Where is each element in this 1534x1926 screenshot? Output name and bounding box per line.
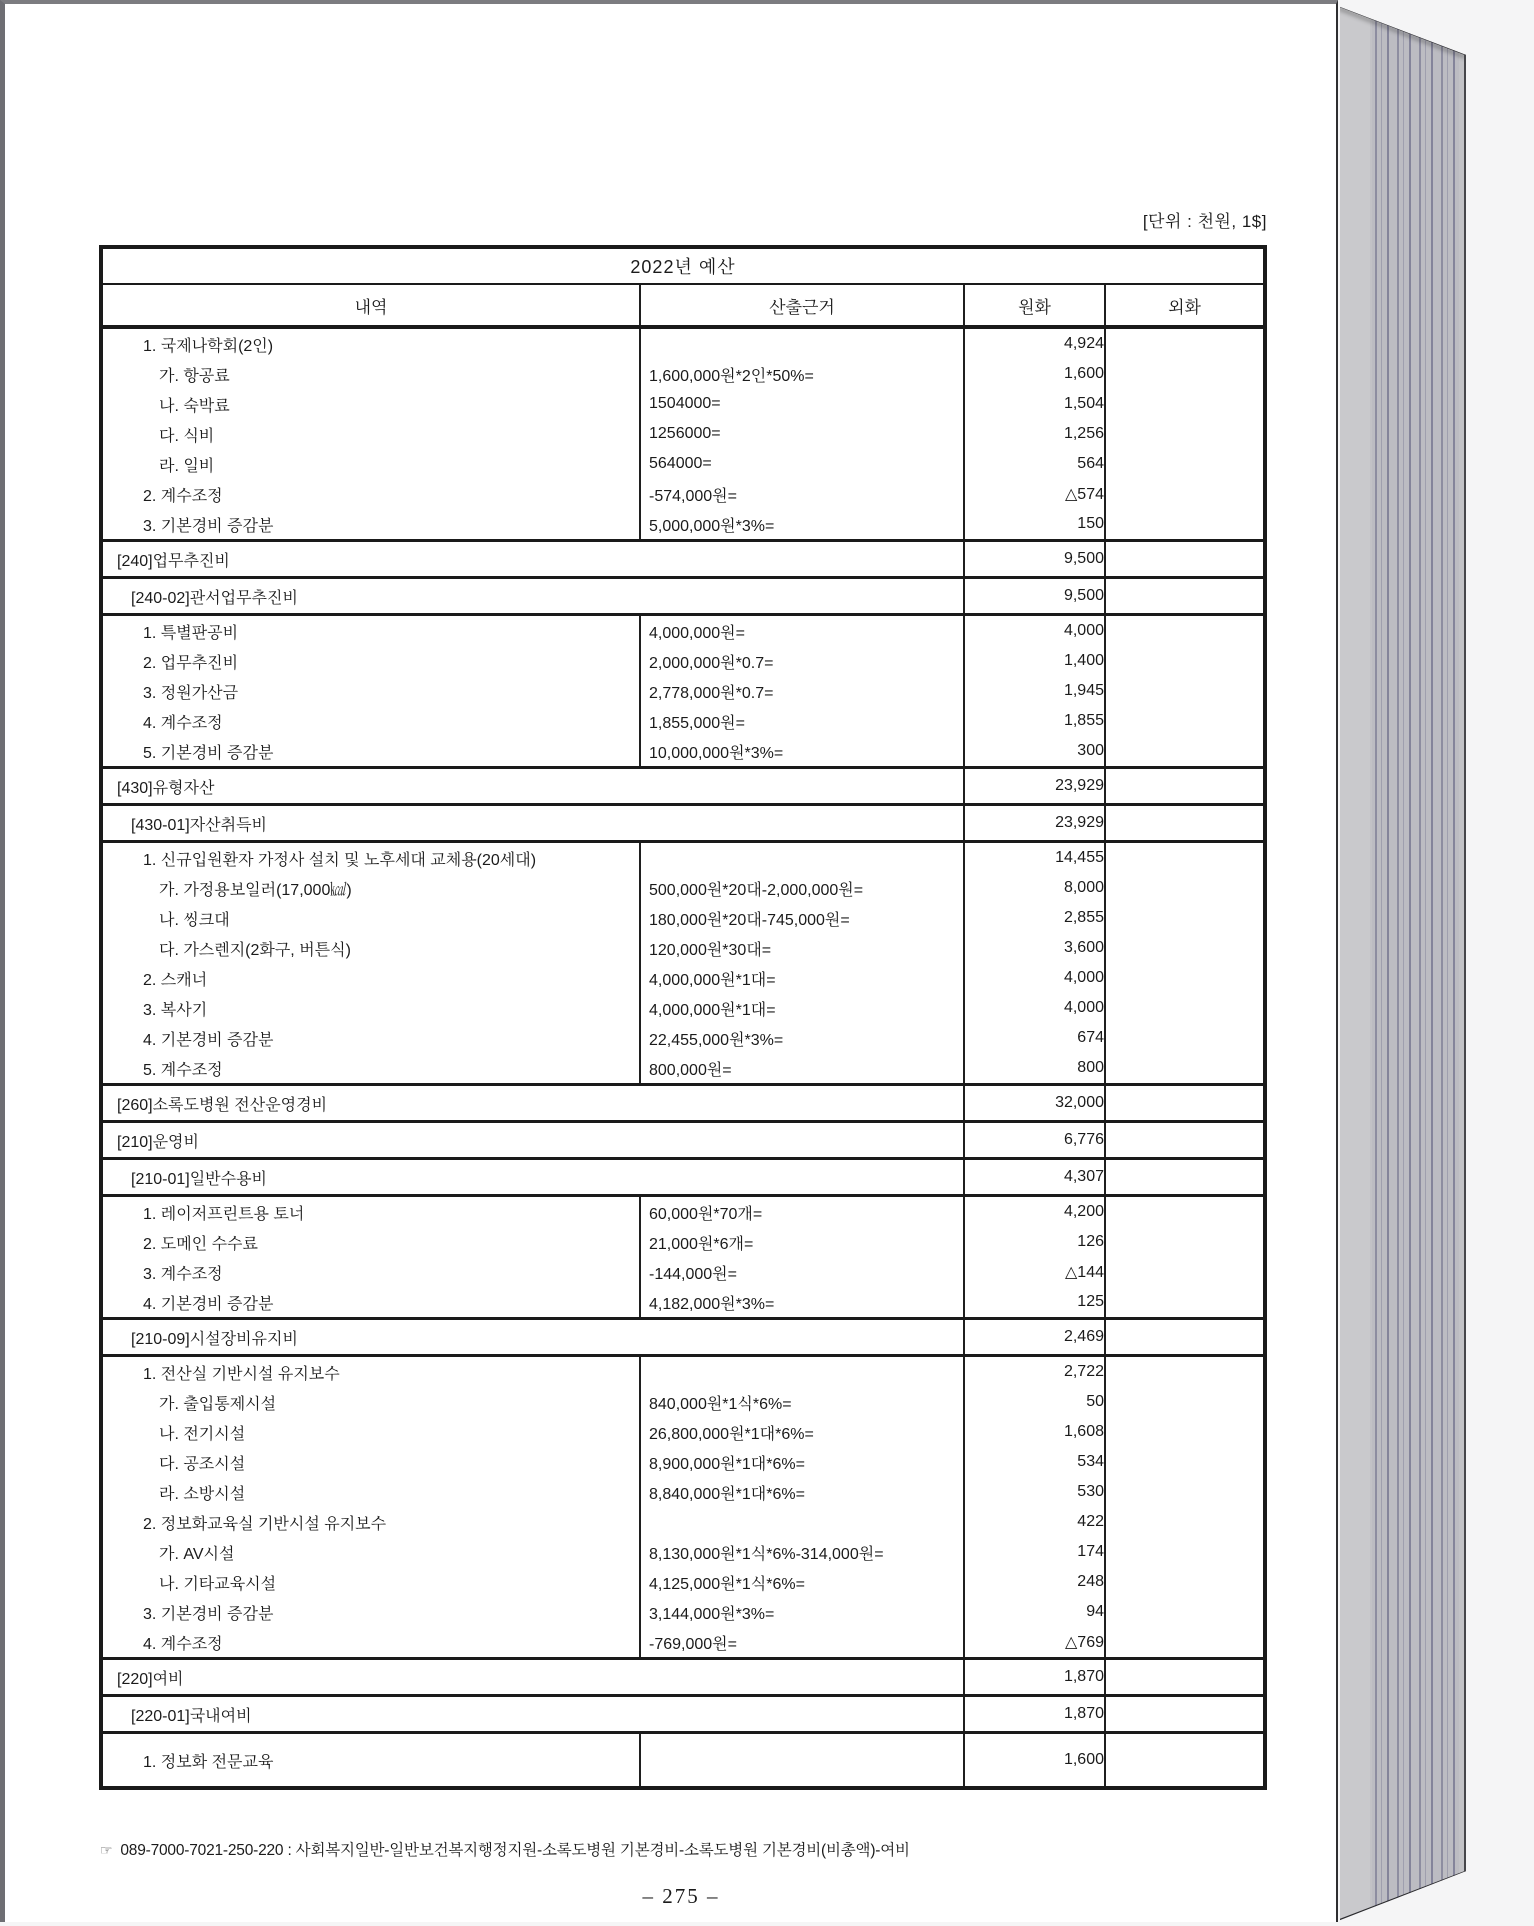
row-basis-cell: 180,000원*20대-745,000원=: [640, 903, 964, 933]
row-fx-cell: [1105, 706, 1265, 736]
row-krw-cell: 4,307: [964, 1159, 1105, 1196]
row-krw-cell: 564: [964, 449, 1105, 479]
row-fx-cell: [1105, 736, 1265, 768]
row-krw-cell: 1,608: [964, 1417, 1105, 1447]
row-basis-cell: 840,000원*1식*6%=: [640, 1387, 964, 1417]
table-row: [101, 541, 1265, 578]
row-fx-cell: [1105, 933, 1265, 963]
row-fx-cell: [1105, 419, 1265, 449]
row-fx-cell: [1105, 359, 1265, 389]
row-label-cell: 가. AV시설: [159, 1545, 235, 1563]
row-label-cell: [210-09]시설장비유지비: [101, 1319, 964, 1356]
row-fx-cell: [1105, 903, 1265, 933]
row-label-cell: 4. 계수조정: [143, 714, 223, 732]
row-basis-cell: 3,144,000원*3%=: [640, 1597, 964, 1627]
table-header-row: [101, 284, 1265, 327]
row-krw-cell: 1,870: [964, 1659, 1105, 1696]
row-krw-cell: 32,000: [964, 1085, 1105, 1122]
row-label-cell: 5. 기본경비 증감분: [143, 744, 274, 762]
row-basis-cell: 500,000원*20대-2,000,000원=: [640, 873, 964, 903]
row-basis-cell: -144,000원=: [640, 1257, 964, 1287]
row-basis-cell: 4,182,000원*3%=: [640, 1287, 964, 1319]
row-basis-cell: [640, 1507, 964, 1537]
row-basis-cell: 2,778,000원*0.7=: [640, 676, 964, 706]
row-fx-cell: [1105, 1477, 1265, 1507]
row-label-cell: 4. 계수조정: [143, 1635, 223, 1653]
row-krw-cell: 1,400: [964, 646, 1105, 676]
row-krw-cell: 1,256: [964, 419, 1105, 449]
row-fx-cell: [1105, 615, 1265, 647]
row-fx-cell: [1105, 1085, 1265, 1122]
table-row: [101, 449, 1265, 479]
row-label-cell: 나. 전기시설: [159, 1425, 246, 1443]
row-krw-cell: 422: [964, 1507, 1105, 1537]
table-row: [101, 1122, 1265, 1159]
table-row: [101, 1567, 1265, 1597]
row-label-cell: 1. 신규입원환자 가정사 설치 및 노후세대 교체용(20세대): [143, 851, 537, 869]
page-stack-edge: [1340, 4, 1466, 1922]
row-basis-cell: 60,000원*70개=: [640, 1196, 964, 1228]
table-row: [101, 1257, 1265, 1287]
row-fx-cell: [1105, 509, 1265, 541]
row-fx-cell: [1105, 1196, 1265, 1228]
row-fx-cell: [1105, 768, 1265, 805]
row-krw-cell: 3,600: [964, 933, 1105, 963]
row-label-cell: 3. 복사기: [143, 1001, 208, 1019]
table-row: [101, 993, 1265, 1023]
table-title-row: [101, 247, 1265, 284]
row-krw-cell: 1,870: [964, 1696, 1105, 1733]
row-krw-cell: 23,929: [964, 805, 1105, 842]
table-row: [101, 933, 1265, 963]
col-header-krw: 원화: [964, 284, 1105, 327]
table-row: [101, 1356, 1265, 1388]
page-stack-stripes: [1372, 4, 1459, 1922]
row-label-cell: 3. 기본경비 증감분: [143, 517, 274, 535]
table-row: [101, 1387, 1265, 1417]
row-basis-cell: 8,840,000원*1대*6%=: [640, 1477, 964, 1507]
row-fx-cell: [1105, 1387, 1265, 1417]
row-basis-cell: 800,000원=: [640, 1053, 964, 1085]
row-krw-cell: 4,000: [964, 993, 1105, 1023]
row-basis-cell: 564000=: [640, 449, 964, 479]
table-row: [101, 805, 1265, 842]
row-krw-cell: 2,722: [964, 1356, 1105, 1388]
row-krw-cell: 2,855: [964, 903, 1105, 933]
row-basis-cell: [640, 327, 964, 359]
row-label-cell: 1. 국제나학회(2인): [143, 337, 274, 355]
row-label-cell: 4. 기본경비 증감분: [143, 1031, 274, 1049]
table-row: [101, 1447, 1265, 1477]
table-row: [101, 1696, 1265, 1733]
table-row: [101, 1196, 1265, 1228]
row-fx-cell: [1105, 1447, 1265, 1477]
row-fx-cell: [1105, 1627, 1265, 1659]
row-label-cell: 다. 식비: [159, 427, 215, 445]
row-krw-cell: 1,504: [964, 389, 1105, 419]
row-basis-cell: 22,455,000원*3%=: [640, 1023, 964, 1053]
row-fx-cell: [1105, 842, 1265, 874]
row-fx-cell: [1105, 993, 1265, 1023]
row-krw-cell: 126: [964, 1227, 1105, 1257]
col-header-fx: 외화: [1105, 284, 1265, 327]
table-row: [101, 1733, 1265, 1789]
table-row: [101, 509, 1265, 541]
row-fx-cell: [1105, 1053, 1265, 1085]
table-row: [101, 873, 1265, 903]
row-krw-cell: 1,945: [964, 676, 1105, 706]
row-basis-cell: 4,125,000원*1식*6%=: [640, 1567, 964, 1597]
unit-label: [단위 : 천원, 1$]: [1142, 212, 1267, 231]
page-stack-right-edge: [1464, 54, 1466, 1872]
table-row: [101, 359, 1265, 389]
table-row: [101, 706, 1265, 736]
row-krw-cell: 9,500: [964, 578, 1105, 615]
row-basis-cell: [640, 1356, 964, 1388]
row-label-cell: 라. 소방시설: [159, 1485, 246, 1503]
row-fx-cell: [1105, 1122, 1265, 1159]
row-krw-cell: △769: [964, 1627, 1105, 1659]
table-row: [101, 1227, 1265, 1257]
row-krw-cell: 1,600: [964, 1733, 1105, 1789]
table-row: [101, 615, 1265, 647]
row-label-cell: 4. 기본경비 증감분: [143, 1295, 274, 1313]
table-row: [101, 1319, 1265, 1356]
footnote-text: 089-7000-7021-250-220 : 사회복지일반-일반보건복지행정지원-소록도병원 기본경비-소록도병원 기본경비(비총액)-여비: [120, 1842, 910, 1859]
row-label-cell: 2. 업무추진비: [143, 654, 239, 672]
row-basis-cell: 1,600,000원*2인*50%=: [640, 359, 964, 389]
table-row: [101, 1627, 1265, 1659]
row-basis-cell: 5,000,000원*3%=: [640, 509, 964, 541]
row-basis-cell: [640, 842, 964, 874]
table-title: 2022년 예산: [101, 247, 1265, 284]
row-label-cell: [260]소록도병원 전산운영경비: [101, 1085, 964, 1122]
row-fx-cell: [1105, 449, 1265, 479]
row-label-cell: 나. 기타교육시설: [159, 1575, 277, 1593]
row-krw-cell: 174: [964, 1537, 1105, 1567]
row-krw-cell: 674: [964, 1023, 1105, 1053]
row-fx-cell: [1105, 1567, 1265, 1597]
row-basis-cell: 8,900,000원*1대*6%=: [640, 1447, 964, 1477]
row-label-cell: 2. 스캐너: [143, 971, 208, 989]
row-label-cell: [210]운영비: [101, 1122, 964, 1159]
row-basis-cell: 1504000=: [640, 389, 964, 419]
row-fx-cell: [1105, 1537, 1265, 1567]
row-krw-cell: 530: [964, 1477, 1105, 1507]
row-fx-cell: [1105, 479, 1265, 509]
row-label-cell: 3. 계수조정: [143, 1265, 223, 1283]
row-basis-cell: 4,000,000원=: [640, 615, 964, 647]
table-row: [101, 842, 1265, 874]
row-krw-cell: 150: [964, 509, 1105, 541]
row-basis-cell: 10,000,000원*3%=: [640, 736, 964, 768]
row-basis-cell: 120,000원*30대=: [640, 933, 964, 963]
row-label-cell: [430-01]자산취득비: [101, 805, 964, 842]
row-fx-cell: [1105, 1733, 1265, 1789]
row-label-cell: 2. 정보화교육실 기반시설 유지보수: [143, 1515, 387, 1533]
row-krw-cell: 1,600: [964, 359, 1105, 389]
row-label-cell: [240-02]관서업무추진비: [101, 578, 964, 615]
row-basis-cell: -574,000원=: [640, 479, 964, 509]
row-fx-cell: [1105, 1417, 1265, 1447]
row-fx-cell: [1105, 578, 1265, 615]
row-label-cell: 가. 출입통제시설: [159, 1395, 277, 1413]
table-row: [101, 1477, 1265, 1507]
row-basis-cell: 1256000=: [640, 419, 964, 449]
row-label-cell: 2. 도메인 수수료: [143, 1235, 258, 1253]
col-header-detail: 내역: [101, 284, 640, 327]
row-krw-cell: 2,469: [964, 1319, 1105, 1356]
row-fx-cell: [1105, 541, 1265, 578]
row-fx-cell: [1105, 1227, 1265, 1257]
row-krw-cell: 1,855: [964, 706, 1105, 736]
table-row: [101, 479, 1265, 509]
table-row: [101, 963, 1265, 993]
table-row: [101, 1597, 1265, 1627]
table-row: [101, 1023, 1265, 1053]
row-krw-cell: 248: [964, 1567, 1105, 1597]
table-row: [101, 419, 1265, 449]
row-fx-cell: [1105, 1319, 1265, 1356]
row-basis-cell: [640, 1733, 964, 1789]
row-fx-cell: [1105, 327, 1265, 359]
row-label-cell: 3. 기본경비 증감분: [143, 1605, 274, 1623]
row-fx-cell: [1105, 805, 1265, 842]
row-label-cell: 나. 씽크대: [159, 911, 230, 929]
row-label-cell: 라. 일비: [159, 457, 215, 475]
row-krw-cell: 9,500: [964, 541, 1105, 578]
table-row: [101, 1659, 1265, 1696]
row-label-cell: 1. 정보화 전문교육: [143, 1753, 274, 1771]
row-fx-cell: [1105, 1257, 1265, 1287]
row-krw-cell: 4,200: [964, 1196, 1105, 1228]
table-row: [101, 389, 1265, 419]
row-label-cell: [240]업무추진비: [101, 541, 964, 578]
row-label-cell: 1. 레이저프린트용 토너: [143, 1205, 305, 1223]
row-krw-cell: 6,776: [964, 1122, 1105, 1159]
table-row: [101, 1417, 1265, 1447]
row-label-cell: [220-01]국내여비: [101, 1696, 964, 1733]
row-fx-cell: [1105, 1696, 1265, 1733]
table-row: [101, 327, 1265, 359]
row-krw-cell: 8,000: [964, 873, 1105, 903]
row-fx-cell: [1105, 963, 1265, 993]
row-krw-cell: 4,000: [964, 963, 1105, 993]
row-basis-cell: -769,000원=: [640, 1627, 964, 1659]
row-basis-cell: 2,000,000원*0.7=: [640, 646, 964, 676]
table-row: [101, 736, 1265, 768]
row-krw-cell: 14,455: [964, 842, 1105, 874]
row-label-cell: [430]유형자산: [101, 768, 964, 805]
table-row: [101, 1085, 1265, 1122]
row-fx-cell: [1105, 676, 1265, 706]
page-number: – 275 –: [642, 1884, 720, 1908]
row-basis-cell: 4,000,000원*1대=: [640, 993, 964, 1023]
row-label-cell: 5. 계수조정: [143, 1061, 223, 1079]
table-row: [101, 768, 1265, 805]
table-row: [101, 646, 1265, 676]
budget-table: [99, 245, 1267, 1790]
row-fx-cell: [1105, 1159, 1265, 1196]
row-fx-cell: [1105, 873, 1265, 903]
table-row: [101, 1159, 1265, 1196]
footnote: [100, 1838, 1270, 1860]
row-basis-cell: 4,000,000원*1대=: [640, 963, 964, 993]
row-fx-cell: [1105, 1356, 1265, 1388]
row-krw-cell: 800: [964, 1053, 1105, 1085]
row-basis-cell: 8,130,000원*1식*6%-314,000원=: [640, 1537, 964, 1567]
row-basis-cell: 26,800,000원*1대*6%=: [640, 1417, 964, 1447]
row-label-cell: 1. 특별판공비: [143, 624, 239, 642]
row-krw-cell: 50: [964, 1387, 1105, 1417]
table-row: [101, 1507, 1265, 1537]
table-row: [101, 578, 1265, 615]
row-fx-cell: [1105, 389, 1265, 419]
row-krw-cell: 300: [964, 736, 1105, 768]
row-krw-cell: 534: [964, 1447, 1105, 1477]
row-label-cell: [210-01]일반수용비: [101, 1159, 964, 1196]
row-fx-cell: [1105, 646, 1265, 676]
row-krw-cell: △144: [964, 1257, 1105, 1287]
row-fx-cell: [1105, 1023, 1265, 1053]
row-basis-cell: 21,000원*6개=: [640, 1227, 964, 1257]
table-row: [101, 1053, 1265, 1085]
row-label-cell: 나. 숙박료: [159, 397, 230, 415]
row-krw-cell: 4,924: [964, 327, 1105, 359]
row-fx-cell: [1105, 1287, 1265, 1319]
row-fx-cell: [1105, 1659, 1265, 1696]
row-krw-cell: 94: [964, 1597, 1105, 1627]
row-fx-cell: [1105, 1507, 1265, 1537]
table-row: [101, 1537, 1265, 1567]
row-label-cell: [220]여비: [101, 1659, 964, 1696]
row-label-cell: 다. 공조시설: [159, 1455, 246, 1473]
row-label-cell: 다. 가스렌지(2화구, 버튼식): [159, 941, 351, 959]
row-krw-cell: 23,929: [964, 768, 1105, 805]
table-row: [101, 676, 1265, 706]
row-label-cell: 1. 전산실 기반시설 유지보수: [143, 1365, 340, 1383]
row-basis-cell: 1,855,000원=: [640, 706, 964, 736]
row-label-cell: 3. 정원가산금: [143, 684, 239, 702]
row-label-cell: 2. 계수조정: [143, 487, 223, 505]
row-label-cell: 가. 항공료: [159, 367, 230, 385]
row-label-cell: 가. 가정용보일러(17,000㎉): [159, 881, 352, 899]
table-row: [101, 1287, 1265, 1319]
row-krw-cell: 125: [964, 1287, 1105, 1319]
col-header-basis: 산출근거: [640, 284, 964, 327]
table-row: [101, 903, 1265, 933]
pointer-hand-icon: ☞: [100, 1842, 113, 1858]
row-fx-cell: [1105, 1597, 1265, 1627]
row-krw-cell: △574: [964, 479, 1105, 509]
row-krw-cell: 4,000: [964, 615, 1105, 647]
